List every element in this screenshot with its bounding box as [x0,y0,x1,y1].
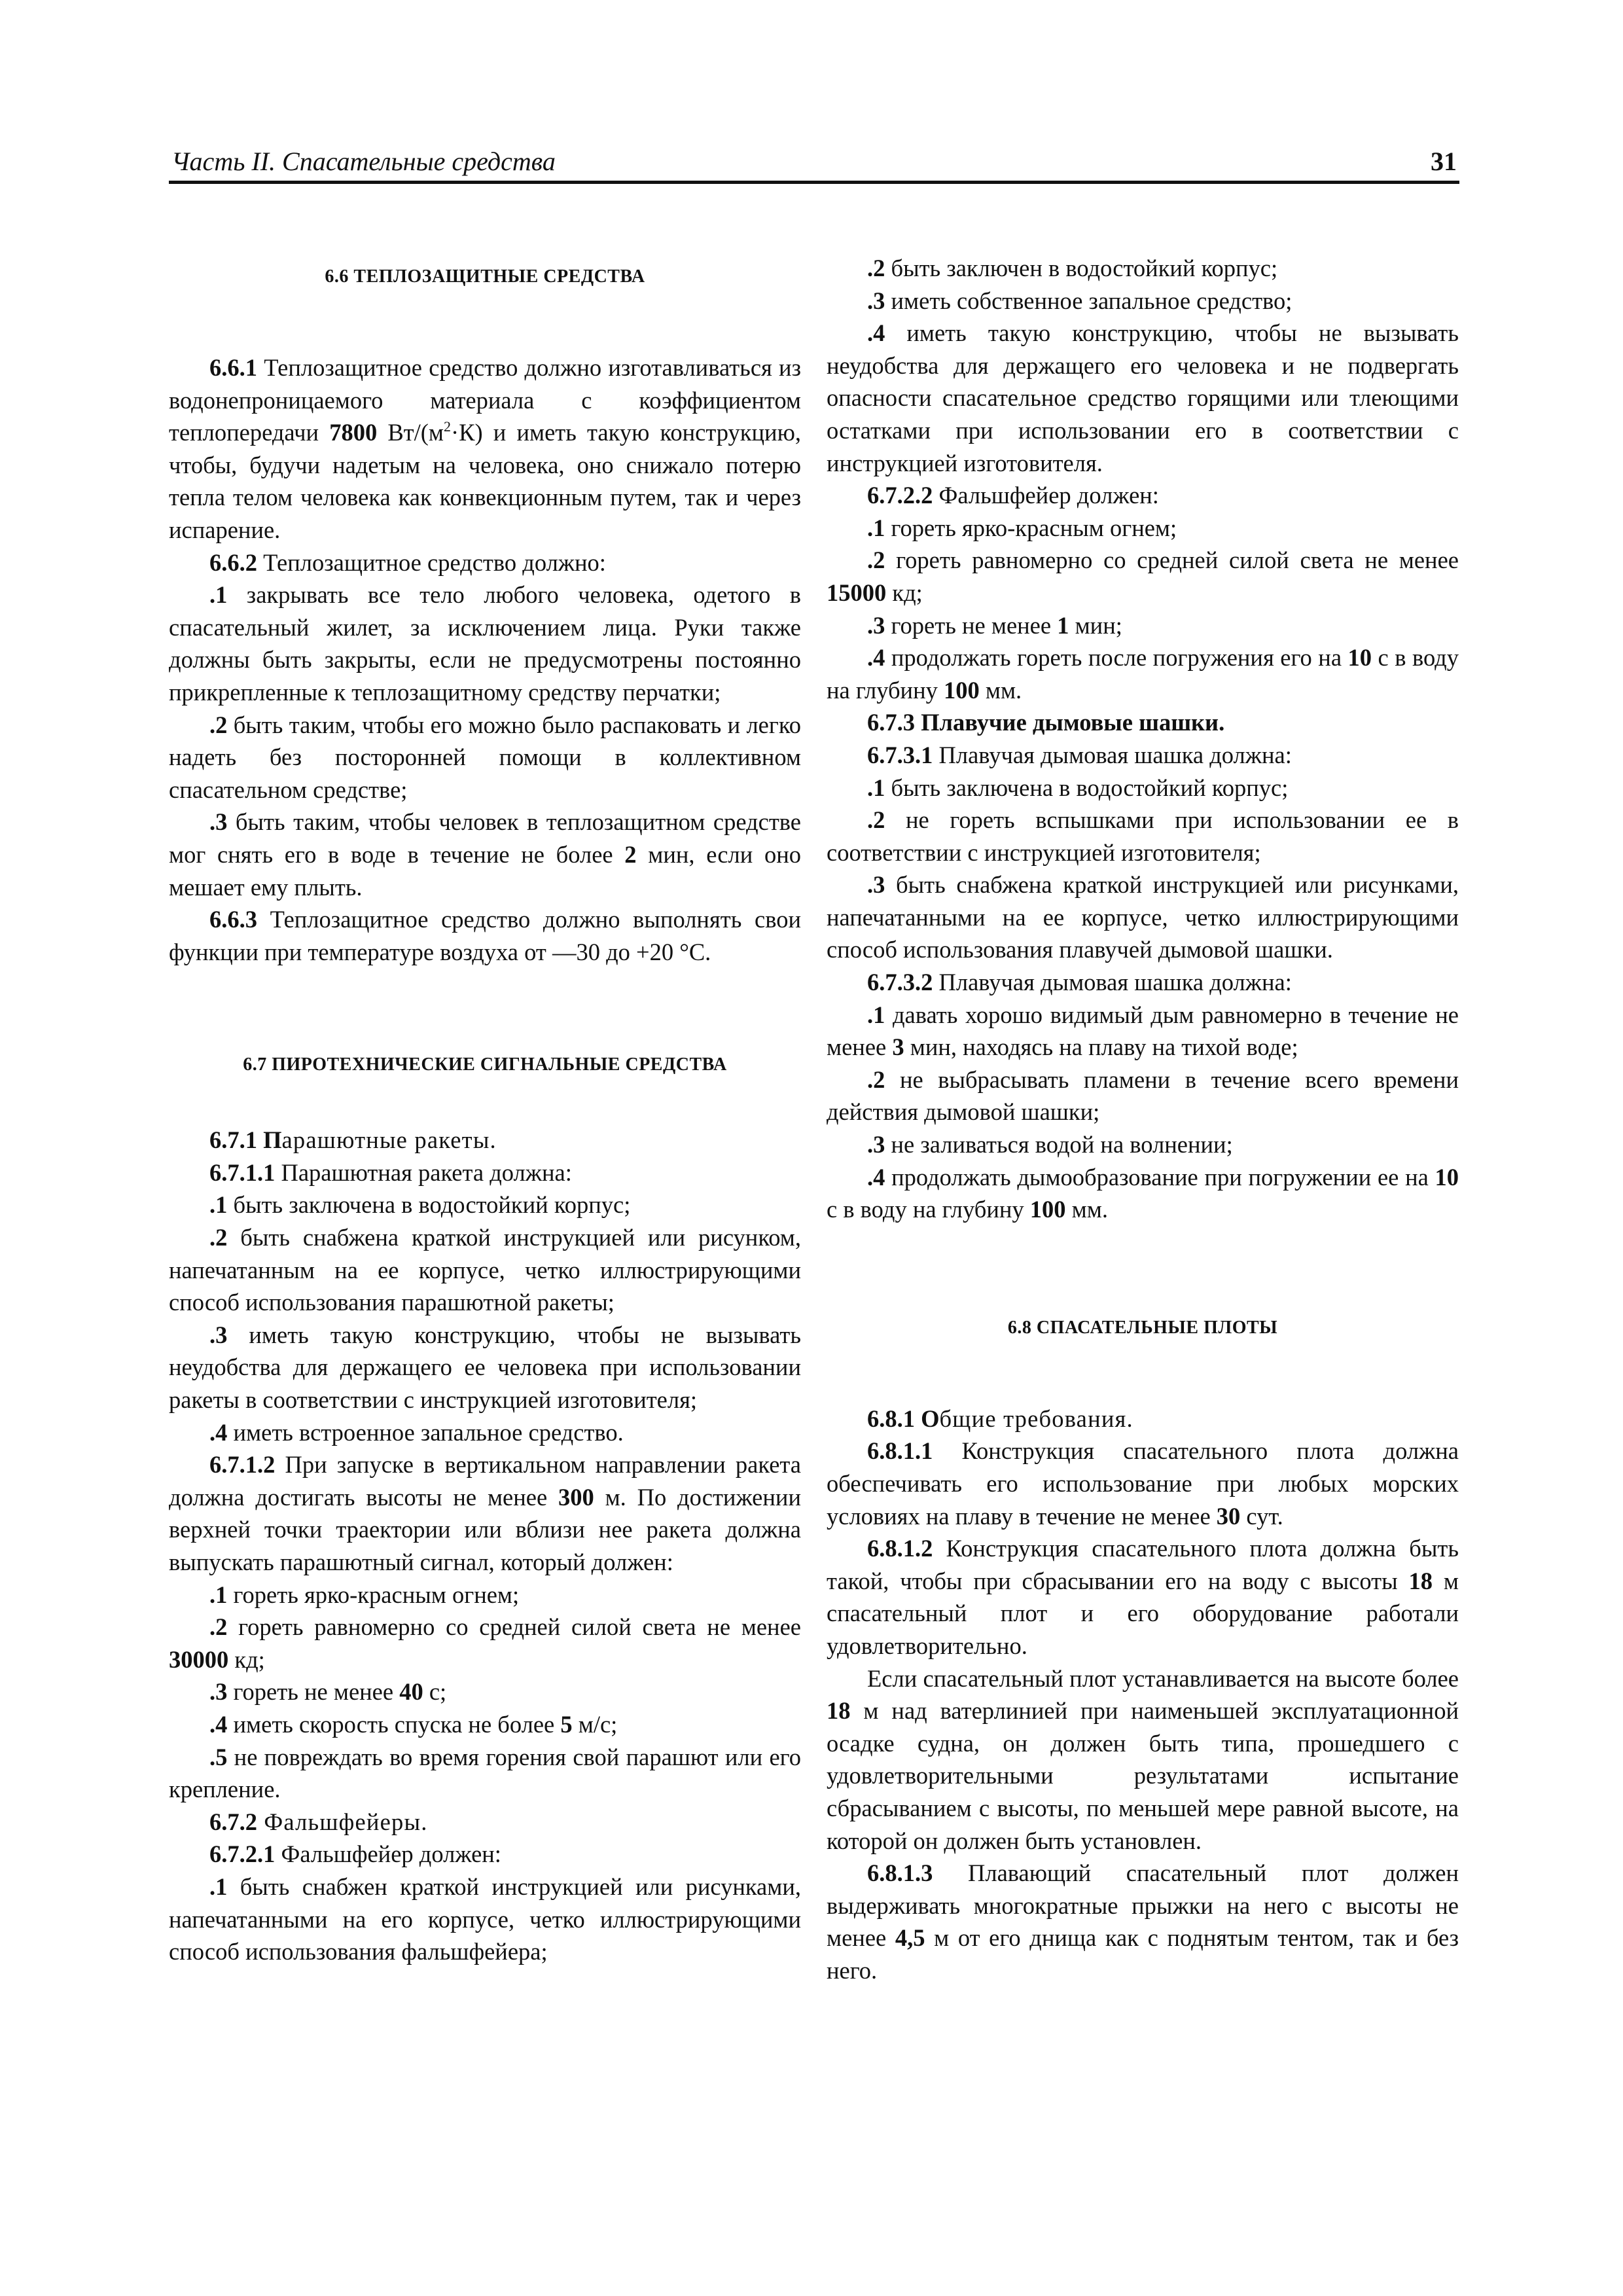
list-item-6-7-3-1-2: .2 не гореть вспышками при использовании ее в соответствии с инструкцией изготовителя; [827,806,1459,866]
paragraph-6-7-1-2: 6.7.1.2 При запуске в вертикальном направлении ракета должна достигать высоты не менее 300 м. По достижении верхней точки траектории или вблизи нее ракета должна выпускать парашютный сигнал, который должен: [169,1451,801,1575]
list-item-6-7-2-1-4: .4 иметь такую конструкцию, чтобы не вызывать неудобства для держащего его человека и не подвергать опасности спасательное средство горящими или тлеющими остатками при использовании его в соответствии с инструкцией изготовителя. [827,319,1459,476]
clause-number: 6.7.3 [867,709,915,736]
list-item-6-6-2-2: .2 быть таким, чтобы его можно было распаковать и легко надеть без посторонней помощи в коллективном спасательном средстве; [169,711,801,803]
paragraph-6-8-1-2: 6.8.1.2 Конструкция спасательного плота должна быть такой, чтобы при сбрасывании его на воду с высоты 18 м спасательный плот и его оборудование работали удовлетворительно. [827,1535,1459,1659]
list-item-6-7-2-1-3: .3 иметь собственное запальное средство; [867,287,1293,314]
clause-number: 6.7.3.2 [867,969,933,996]
list-item-6-7-3-2-1: .1 давать хорошо видимый дым равномерно в течение не менее 3 мин, находясь на плаву на тихой воде; [827,1001,1459,1061]
left-column [169,252,801,1968]
list-item-6-7-1-1-2: .2 быть снабжена краткой инструкцией или рисунком, напечатанным на ее корпусе, четко иллюстрирующими способ использования парашютной ракеты; [169,1224,801,1316]
clause-number: 6.7.3.1 [867,741,933,768]
list-item-6-7-1-2-1: .1 гореть ярко-красным огнем; [209,1581,520,1608]
list-item-6-7-1-2-3: .3 гореть не менее 40 с; [209,1678,447,1706]
clause-number: 6.7.2.2 [867,482,933,509]
paragraph-6-8-1-3: 6.8.1.3 Плавающий спасательный плот должен выдерживать многократные прыжки на него с высоты не менее 4,5 м от его днища как с поднятым тентом, так и без него. [827,1859,1459,1984]
paragraph-6-6-2: 6.6.2 Теплозащитное средство должно: [209,548,606,576]
page-header [169,141,1459,184]
clause-number: 6.8.1.1 [867,1437,933,1465]
list-item-6-7-1-1-3: .3 иметь такую конструкцию, чтобы не вызывать неудобства для держащего ее человека при использовании ракеты в соответствии с инструкцией изготовителя; [169,1321,801,1414]
clause-number: 6.6.3 [209,906,257,933]
list-item-6-7-1-2-4: .4 иметь скорость спуска не более 5 м/с; [209,1710,618,1738]
paragraph-6-7-1-1: 6.7.1.1 Парашютная ракета должна: [209,1158,572,1186]
clause-number: 6.7.2.1 [209,1840,276,1868]
list-item-6-7-2-2-1: .1 гореть ярко-красным огнем; [867,514,1177,541]
clause-number: 6.7.2 [209,1808,257,1835]
paragraph-6-7-2: 6.7.2 Фальшфейеры. [209,1808,428,1835]
list-item-6-7-2-2-4: .4 продолжать гореть после погружения его на 10 с в воду на глубину 100 мм. [827,644,1459,704]
paragraph-6-7-3: 6.7.3 Плавучие дымовые шашки. [867,709,1225,736]
paragraph-6-7-3-2: 6.7.3.2 Плавучая дымовая шашка должна: [867,969,1292,996]
list-item-6-7-3-2-4: .4 продолжать дымообразование при погружении ее на 10 с в воду на глубину 100 мм. [827,1163,1459,1223]
paragraph-6-7-3-1: 6.7.3.1 Плавучая дымовая шашка должна: [867,741,1292,768]
paragraph-6-8-1-1: 6.8.1.1 Конструкция спасательного плота должна обеспечивать его использование при любых морских условиях на плаву в течение не менее 30 сут. [827,1437,1459,1530]
list-item-6-7-2-1-2: .2 быть заключен в водостойкий корпус; [867,255,1278,281]
page-number: 31 [1431,147,1457,176]
clause-number: 6.8.1 [867,1405,915,1432]
clause-number: 6.7.1.1 [209,1158,276,1186]
clause-number: 6.7.1 [209,1126,257,1154]
section-heading-6-8: 6.8 СПАСАТЕЛЬНЫЕ ПЛОТЫ [1007,1317,1278,1338]
list-item-6-6-2-1: .1 закрывать все тело любого человека, одетого в спасательный жилет, за исключением лица. Руки также должны быть закрыты, если не предусмотрены постоянно прикрепленные к теплозащитному средству перчатки; [169,581,801,706]
list-item-6-7-3-1-3: .3 быть снабжена краткой инструкцией или рисунками, напечатанными на ее корпусе, четко иллюстрирующими способ использования плавучей дымовой шашки. [827,871,1459,963]
clause-number: 6.7.1.2 [209,1451,276,1479]
list-item-6-7-1-2-5: .5 не повреждать во время горения свой парашют или его крепление. [169,1743,801,1803]
clause-number: 6.6.1 [209,354,257,381]
clause-number: 6.8.1.2 [867,1535,933,1562]
list-item-6-7-1-1-1: .1 быть заключена в водостойкий корпус; [209,1191,631,1219]
running-title: Часть II. Спасательные средства [171,147,556,176]
list-item-6-7-2-2-3: .3 гореть не менее 1 мин; [867,611,1122,639]
list-item-6-6-2-3: .3 быть таким, чтобы человек в теплозащитном средстве мог снять его в воде в течение не более 2 мин, если оно мешает ему плыть. [169,808,801,901]
paragraph-6-7-1: 6.7.1 Парашютные ракеты. [209,1126,497,1154]
paragraph-6-6-1: 6.6.1 Теплозащитное средство должно изготавливаться из водонепроницаемого материала с коэффициентом теплопередачи 7800 $Вт/(м^2\cdot К)$ и иметь такую конструкцию, чтобы, будучи надетым на человека, оно снижало потерю тепла телом человека как конвекционным путем, так и через испарение. [169,354,801,543]
list-item-6-7-3-1-1: .1 быть заключена в водостойкий корпус; [867,774,1289,801]
list-item-6-7-2-1-1: .1 быть снабжен краткой инструкцией или рисунками, напечатанными на его корпусе, четко иллюстрирующими способ использования фальшфейера; [169,1873,801,1965]
section-heading-6-7: 6.7 ПИРОТЕХНИЧЕСКИЕ СИГНАЛЬНЫЕ СРЕДСТВА [243,1054,727,1075]
paragraph-6-7-2-2: 6.7.2.2 Фальшфейер должен: [867,482,1159,509]
clause-number: 6.6.2 [209,548,257,576]
list-item-6-7-2-2-2: .2 гореть равномерно со средней силой света не менее 15000 кд; [827,547,1459,606]
paragraph-6-7-2-1: 6.7.2.1 Фальшфейер должен: [209,1840,501,1868]
list-item-6-7-1-2-2: .2 гореть равномерно со средней силой света не менее 30000 кд; [169,1613,801,1673]
paragraph-6-6-3: 6.6.3 Теплозащитное средство должно выполнять свои функции при температуре воздуха от —30 до +20 °С. [169,906,801,965]
paragraph-6-8-1: 6.8.1 Общие требования. [867,1405,1133,1432]
paragraph-6-8-1-2-cont: Если спасательный плот устанавливается на высоте более 18 м над ватерлинией при наименьшей эксплуатационной осадке судна, он должен быть типа, прошедшего с удовлетворительными результатами испытание сбрасыванием с высоты, по меньшей мере равной высоте, на которой он должен быть установлен. [827,1664,1459,1854]
section-heading-6-6: 6.6 ТЕПЛОЗАЩИТНЫЕ СРЕДСТВА [325,266,645,287]
list-item-6-7-1-1-4: .4 иметь встроенное запальное средство. [209,1418,624,1446]
clause-number: 6.8.1.3 [867,1859,933,1887]
right-column [827,252,1459,1987]
list-item-6-7-3-2-3: .3 не заливаться водой на волнении; [867,1131,1233,1158]
list-item-6-7-3-2-2: .2 не выбрасывать пламени в течение всего времени действия дымовой шашки; [827,1066,1459,1126]
